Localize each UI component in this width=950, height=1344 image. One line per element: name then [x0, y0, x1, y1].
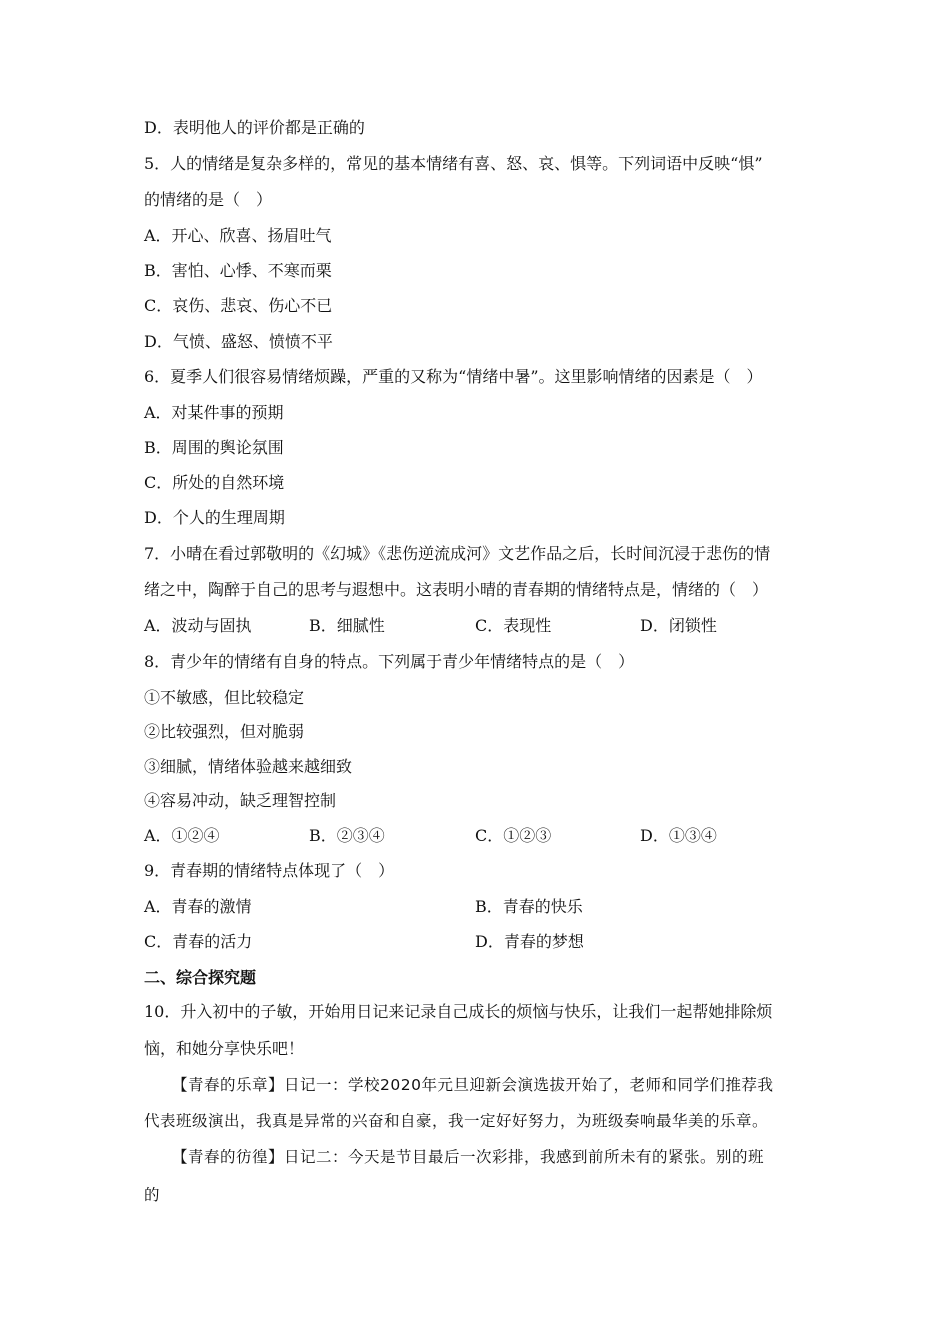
q8-item-4: ④容易冲动，缺乏理智控制 — [144, 791, 337, 810]
section-title: 二、综合探究题 — [144, 968, 257, 987]
q5-stem-line1: 5．人的情绪是复杂多样的，常见的基本情绪有喜、怒、哀、惧等。下列词语中反映“惧” — [144, 154, 763, 173]
q7-option-a: A．波动与固执 — [144, 616, 252, 635]
q6-option-a: A．对某件事的预期 — [144, 403, 284, 422]
q10-stem-line1: 10．升入初中的子敏，开始用日记来记录自己成长的烦恼与快乐，让我们一起帮她排除烦 — [144, 1002, 773, 1021]
q8-item-3: ③细腻，情绪体验越来越细致 — [144, 757, 353, 776]
q7-option-c: C．表现性 — [475, 616, 552, 635]
q9-option-d: D．青春的梦想 — [475, 932, 584, 951]
diary-2-line1: 【青春的彷徨】日记二：今天是节目最后一次彩排，我感到前所未有的紧张。别的班 — [172, 1148, 765, 1166]
q7-option-d: D．闭锁性 — [640, 616, 717, 635]
q7-option-b: B．细腻性 — [309, 616, 385, 635]
q8-stem: 8．青少年的情绪有自身的特点。下列属于青少年情绪特点的是（ ） — [144, 652, 635, 671]
q8-option-c: C．①②③ — [475, 826, 552, 845]
q9-option-b: B．青春的快乐 — [475, 897, 583, 916]
q6-stem: 6．夏季人们很容易情绪烦躁，严重的又称为“情绪中暑”。这里影响情绪的因素是（ ） — [144, 367, 763, 386]
q4-option-d: D．表明他人的评价都是正确的 — [144, 118, 365, 137]
q5-option-b: B．害怕、心悸、不寒而栗 — [144, 261, 332, 280]
q7-stem-line2: 绪之中，陶醉于自己的思考与遐想中。这表明小晴的青春期的情绪特点是，情绪的（ ） — [144, 580, 769, 599]
q10-stem-line2: 恼，和她分享快乐吧！ — [144, 1039, 305, 1058]
q8-option-b: B．②③④ — [309, 826, 385, 845]
diary-2-line2: 的 — [144, 1186, 161, 1204]
q6-option-c: C．所处的自然环境 — [144, 473, 285, 492]
q8-option-a: A．①②④ — [144, 826, 220, 845]
q5-option-a: A．开心、欣喜、扬眉吐气 — [144, 226, 332, 245]
q6-option-b: B．周围的舆论氛围 — [144, 438, 284, 457]
diary-1-line2: 代表班级演出，我真是异常的兴奋和自豪，我一定好好努力，为班级奏响最华美的乐章。 — [144, 1112, 769, 1130]
q5-stem-line2: 的情绪的是（ ） — [144, 190, 273, 209]
q6-option-d: D．个人的生理周期 — [144, 508, 285, 527]
q9-option-a: A．青春的激情 — [144, 897, 252, 916]
diary-1-line1: 【青春的乐章】日记一：学校2020年元旦迎新会演选拔开始了，老师和同学们推荐我 — [172, 1076, 774, 1094]
q5-option-c: C．哀伤、悲哀、伤心不已 — [144, 296, 333, 315]
q8-item-2: ②比较强烈，但对脆弱 — [144, 722, 305, 741]
q7-stem-line1: 7．小晴在看过郭敬明的《幻城》《悲伤逆流成河》文艺作品之后，长时间沉浸于悲伤的情 — [144, 544, 771, 563]
q9-stem: 9．青春期的情绪特点体现了（ ） — [144, 861, 395, 880]
q8-option-d: D．①③④ — [640, 826, 717, 845]
q9-option-c: C．青春的活力 — [144, 932, 253, 951]
q8-item-1: ①不敏感，但比较稳定 — [144, 688, 305, 707]
q5-option-d: D．气愤、盛怒、愤愤不平 — [144, 332, 333, 351]
